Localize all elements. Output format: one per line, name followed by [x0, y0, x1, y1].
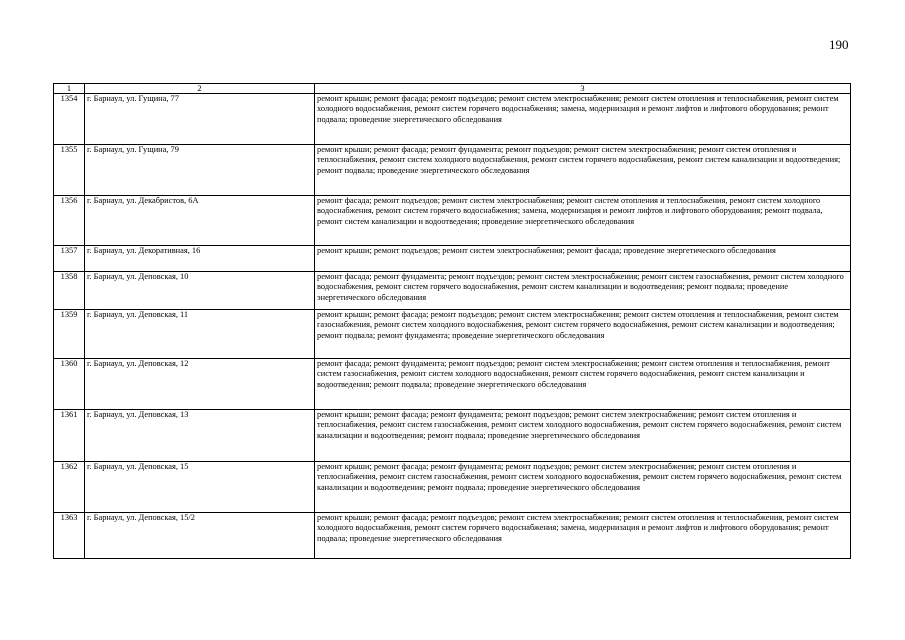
- row-address: г. Барнаул, ул. Декоративная, 16: [85, 246, 315, 272]
- row-works: ремонт фасада; ремонт подъездов; ремонт систем электроснабжения; ремонт систем отопления и теплоснабжения, ремонт систем холодного водоснабжения, ремонт систем горячего водоснабжения; замена, модернизация и ремонт лифтов и лифтового оборудования; ремонт подвала, ремонт систем канализации и водоотведения; проведение энергетического обследования: [315, 196, 851, 246]
- row-address: г. Барнаул, ул. Деповская, 10: [85, 272, 315, 310]
- header-col-address: 2: [85, 84, 315, 94]
- row-works: ремонт крыши; ремонт фасада; ремонт фундамента; ремонт подъездов; ремонт систем электроснабжения; ремонт систем отопления и теплоснабжения, ремонт систем холодного водоснабжения, ремонт систем горячего водоснабжения, ремонт систем канализации и водоотведения; ремонт подвала; проведение энергетического обследования: [315, 145, 851, 196]
- table-row: [54, 410, 851, 462]
- row-works: ремонт фасада; ремонт фундамента; ремонт подъездов; ремонт систем электроснабжения; ремонт систем газоснабжения, ремонт систем холодного водоснабжения, ремонт систем горячего водоснабжения, ремонт систем канализации и водоотведения; ремонт подвала; проведение энергетического обследования: [315, 272, 851, 310]
- table-row: [54, 513, 851, 559]
- table-header-row: [54, 84, 851, 94]
- table-row: [54, 94, 851, 145]
- table-row: [54, 246, 851, 272]
- row-number: 1356: [54, 196, 85, 246]
- row-number: 1358: [54, 272, 85, 310]
- row-works: ремонт крыши; ремонт подъездов; ремонт систем электроснабжения; ремонт фасада; проведение энергетического обследования: [315, 246, 851, 272]
- table-row: [54, 462, 851, 513]
- header-col-number: 1: [54, 84, 85, 94]
- table-row: [54, 310, 851, 359]
- work-register-table: [53, 83, 851, 559]
- row-address: г. Барнаул, ул. Деповская, 13: [85, 410, 315, 462]
- header-col-works: 3: [315, 84, 851, 94]
- row-address: г. Барнаул, ул. Декабристов, 6А: [85, 196, 315, 246]
- row-address: г. Барнаул, ул. Деповская, 12: [85, 359, 315, 410]
- table-row: [54, 196, 851, 246]
- row-number: 1357: [54, 246, 85, 272]
- row-number: 1354: [54, 94, 85, 145]
- table-row: [54, 272, 851, 310]
- table-row: [54, 145, 851, 196]
- row-address: г. Барнаул, ул. Деповская, 15: [85, 462, 315, 513]
- row-number: 1361: [54, 410, 85, 462]
- table-row: [54, 359, 851, 410]
- row-number: 1360: [54, 359, 85, 410]
- row-works: ремонт крыши; ремонт фасада; ремонт подъездов; ремонт систем электроснабжения; ремонт систем отопления и теплоснабжения, ремонт систем холодного водоснабжения, ремонт систем горячего водоснабжения; замена, модернизация и ремонт лифтов и лифтового оборудования; ремонт подвала; проведение энергетического обследования: [315, 94, 851, 145]
- row-number: 1355: [54, 145, 85, 196]
- row-address: г. Барнаул, ул. Деповская, 11: [85, 310, 315, 359]
- row-address: г. Барнаул, ул. Гущина, 79: [85, 145, 315, 196]
- row-works: ремонт крыши; ремонт фасада; ремонт фундамента; ремонт подъездов; ремонт систем электроснабжения; ремонт систем отопления и теплоснабжения, ремонт систем газоснабжения, ремонт систем холодного водоснабжения, ремонт систем горячего водоснабжения, ремонт систем канализации и водоотведения; ремонт подвала; проведение энергетического обследования: [315, 410, 851, 462]
- row-number: 1363: [54, 513, 85, 559]
- row-number: 1359: [54, 310, 85, 359]
- page-number: 190: [829, 37, 849, 52]
- row-address: г. Барнаул, ул. Деповская, 15/2: [85, 513, 315, 559]
- row-number: 1362: [54, 462, 85, 513]
- row-works: ремонт крыши; ремонт фасада; ремонт фундамента; ремонт подъездов; ремонт систем электроснабжения; ремонт систем отопления и теплоснабжения, ремонт систем газоснабжения, ремонт систем холодного водоснабжения, ремонт систем горячего водоснабжения, ремонт систем канализации и водоотведения; ремонт подвала; проведение энергетического обследования: [315, 462, 851, 513]
- row-works: ремонт фасада; ремонт фундамента; ремонт подъездов; ремонт систем электроснабжения; ремонт систем отопления и теплоснабжения, ремонт систем газоснабжения, ремонт систем холодного водоснабжения, ремонт систем горячего водоснабжения, ремонт систем канализации и водоотведения; ремонт подвала; проведение энергетического обследования: [315, 359, 851, 410]
- row-works: ремонт крыши; ремонт фасада; ремонт подъездов; ремонт систем электроснабжения; ремонт систем отопления и теплоснабжения, ремонт систем газоснабжения, ремонт систем холодного водоснабжения, ремонт систем горячего водоснабжения, ремонт систем канализации и водоотведения; ремонт подвала; ремонт фундамента; проведение энергетического обследования: [315, 310, 851, 359]
- row-address: г. Барнаул, ул. Гущина, 77: [85, 94, 315, 145]
- row-works: ремонт крыши; ремонт фасада; ремонт подъездов; ремонт систем электроснабжения; ремонт систем отопления и теплоснабжения, ремонт систем холодного водоснабжения, ремонт систем горячего водоснабжения; замена, модернизация и ремонт лифтов и лифтового оборудования; ремонт подвала; проведение энергетического обследования: [315, 513, 851, 559]
